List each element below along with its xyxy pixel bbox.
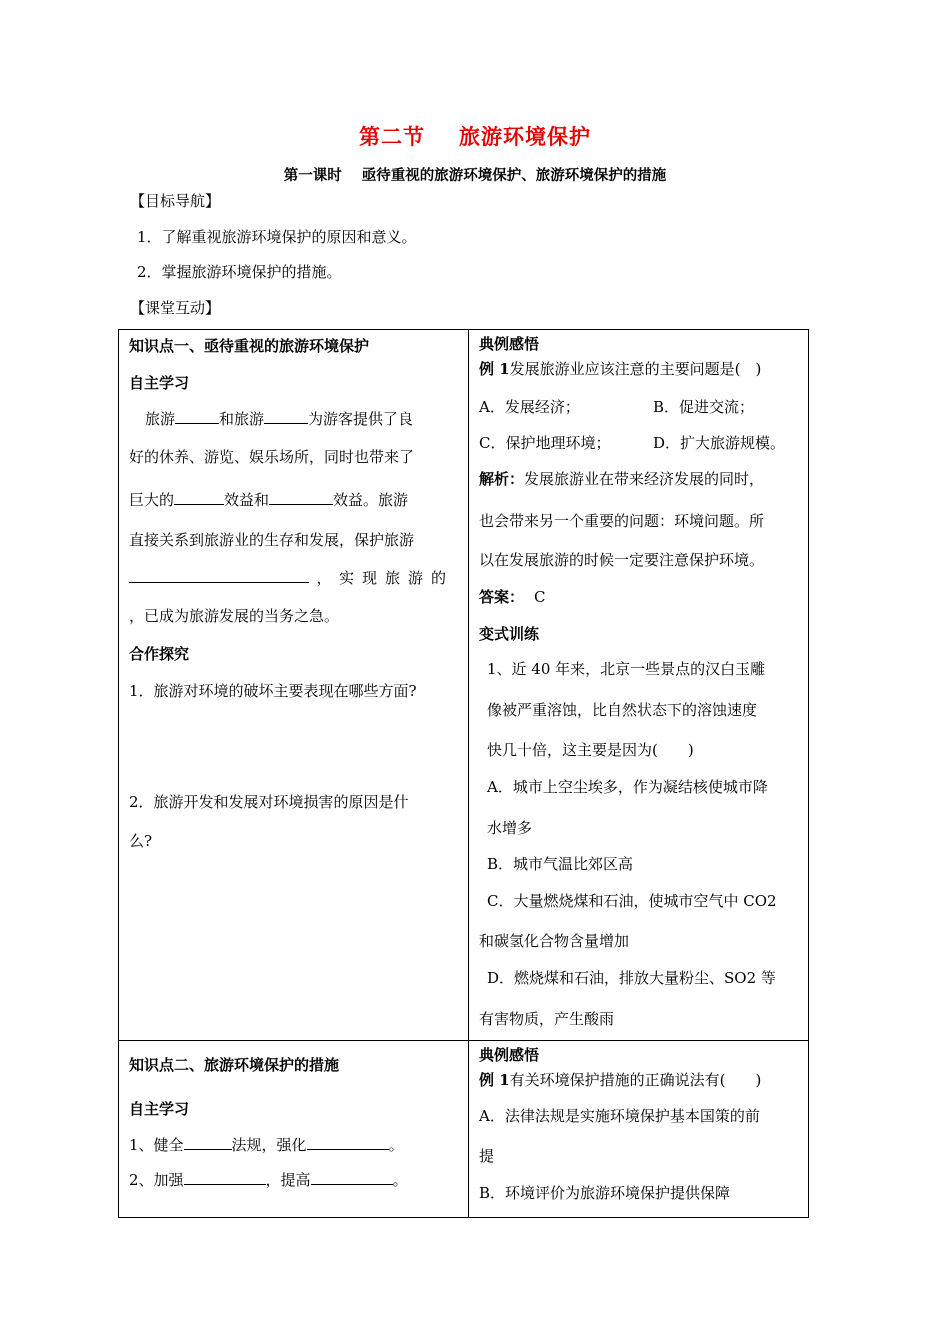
example-heading: 典例感悟 — [479, 1046, 540, 1064]
knowledge-1-right-cell — [469, 330, 809, 1041]
analysis-line-3: 以在发展旅游的时候一定要注意保护环境。 — [479, 551, 765, 569]
page-subtitle — [0, 164, 950, 185]
question-2-line-1: 2．旅游开发和发展对环境损害的原因是什 — [129, 793, 409, 811]
example-heading: 典例感悟 — [479, 335, 540, 353]
fill-paragraph-line-6: ，已成为旅游发展的当务之急。 — [129, 607, 340, 625]
fill-paragraph-line-3: 巨大的 效益和 效益。旅游 — [129, 491, 409, 509]
question-1: 1．旅游对环境的破坏主要表现在哪些方面? — [129, 682, 417, 700]
table-row-knowledge-2 — [119, 1041, 809, 1218]
variant-option-d-line-2: 有害物质，产生酸雨 — [479, 1010, 615, 1028]
option-a-line-2: 提 — [479, 1147, 495, 1165]
blank[interactable] — [307, 1135, 389, 1150]
subtitle-topic: 亟待重视的旅游环境保护、旅游环境保护的措施 — [361, 167, 667, 184]
blank[interactable] — [175, 409, 219, 424]
option-b: B．环境评价为旅游环境保护提供保障 — [479, 1184, 731, 1202]
blank[interactable] — [311, 1170, 393, 1185]
option-d: D．扩大旅游规模。 — [653, 434, 786, 452]
fill-paragraph-line-5: ， 实现旅游的 — [129, 567, 459, 588]
option-b: B．促进交流； — [653, 398, 755, 416]
fill-paragraph-line-4: 直接关系到旅游业的生存和发展，保护旅游 — [129, 531, 415, 549]
variant-option-a-line-2: 水增多 — [487, 819, 533, 837]
blank[interactable] — [264, 409, 308, 424]
variant-question-line-2: 像被严重溶蚀，比自然状态下的溶蚀速度 — [487, 701, 758, 719]
variant-question-line-3: 快几十倍，这主要是因为( ) — [487, 741, 694, 759]
fill-line-2: 2、加强 ，提高 。 — [129, 1171, 408, 1189]
knowledge-2-left-cell — [119, 1041, 469, 1218]
subtitle-lesson: 第一课时 — [283, 167, 342, 184]
knowledge-2-right-cell — [469, 1041, 809, 1218]
fill-paragraph-line-1: 旅游 和旅游 为游客提供了良 — [145, 410, 414, 428]
variant-option-c-line-2: 和碳氢化合物含量增加 — [479, 932, 630, 950]
objective-item-2: 2．掌握旅游环境保护的措施。 — [137, 263, 342, 281]
option-a: A．发展经济； — [479, 398, 580, 416]
title-section: 第二节 — [359, 124, 425, 149]
lesson-table — [118, 329, 809, 1218]
self-study-label: 自主学习 — [129, 1100, 190, 1118]
variant-option-d-line-1: D．燃烧煤和石油，排放大量粉尘、SO2 等 — [487, 969, 776, 987]
cooperative-inquiry-label: 合作探究 — [129, 645, 190, 663]
analysis-line-1: 解析：发展旅游业在带来经济发展的同时， — [479, 470, 765, 488]
blank[interactable] — [269, 490, 333, 505]
option-c: C．保护地理环境； — [479, 434, 611, 452]
variant-option-c-line-1: C．大量燃烧煤和石油，使城市空气中 CO2 — [487, 892, 777, 910]
knowledge-1-left-cell — [119, 330, 469, 1041]
variant-question-line-1: 1、近 40 年来，北京一些景点的汉白玉雕 — [487, 660, 766, 678]
example-1-question: 例 1有关环境保护措施的正确说法有( ) — [479, 1071, 762, 1089]
interaction-header: 【课堂互动】 — [130, 299, 221, 317]
objective-item-1: 1．了解重视旅游环境保护的原因和意义。 — [137, 228, 417, 246]
analysis-line-2: 也会带来另一个重要的问题：环境问题。所 — [479, 512, 765, 530]
variant-training-label: 变式训练 — [479, 625, 540, 643]
knowledge-1-heading: 知识点一、亟待重视的旅游环境保护 — [129, 337, 370, 355]
table-row-knowledge-1 — [119, 330, 809, 1041]
example-1-question: 例 1发展旅游业应该注意的主要问题是( ) — [479, 360, 762, 378]
fill-line-1: 1、健全 法规，强化 。 — [129, 1136, 404, 1154]
blank[interactable] — [129, 568, 309, 583]
option-a-line-1: A．法律法规是实施环境保护基本国策的前 — [479, 1107, 760, 1125]
blank[interactable] — [184, 1135, 232, 1150]
blank[interactable] — [184, 1170, 266, 1185]
fill-paragraph-line-2: 好的休养、游览、娱乐场所，同时也带来了 — [129, 448, 415, 466]
objectives-header: 【目标导航】 — [130, 192, 221, 210]
knowledge-2-heading: 知识点二、旅游环境保护的措施 — [129, 1056, 340, 1074]
self-study-label: 自主学习 — [129, 374, 190, 392]
page-title — [0, 121, 950, 151]
variant-option-b: B．城市气温比郊区高 — [487, 855, 634, 873]
variant-option-a-line-1: A．城市上空尘埃多，作为凝结核使城市降 — [487, 778, 768, 796]
blank[interactable] — [174, 490, 224, 505]
answer-line: 答案： C — [479, 588, 546, 606]
question-2-line-2: 么? — [129, 832, 153, 850]
title-topic: 旅游环境保护 — [459, 124, 591, 149]
